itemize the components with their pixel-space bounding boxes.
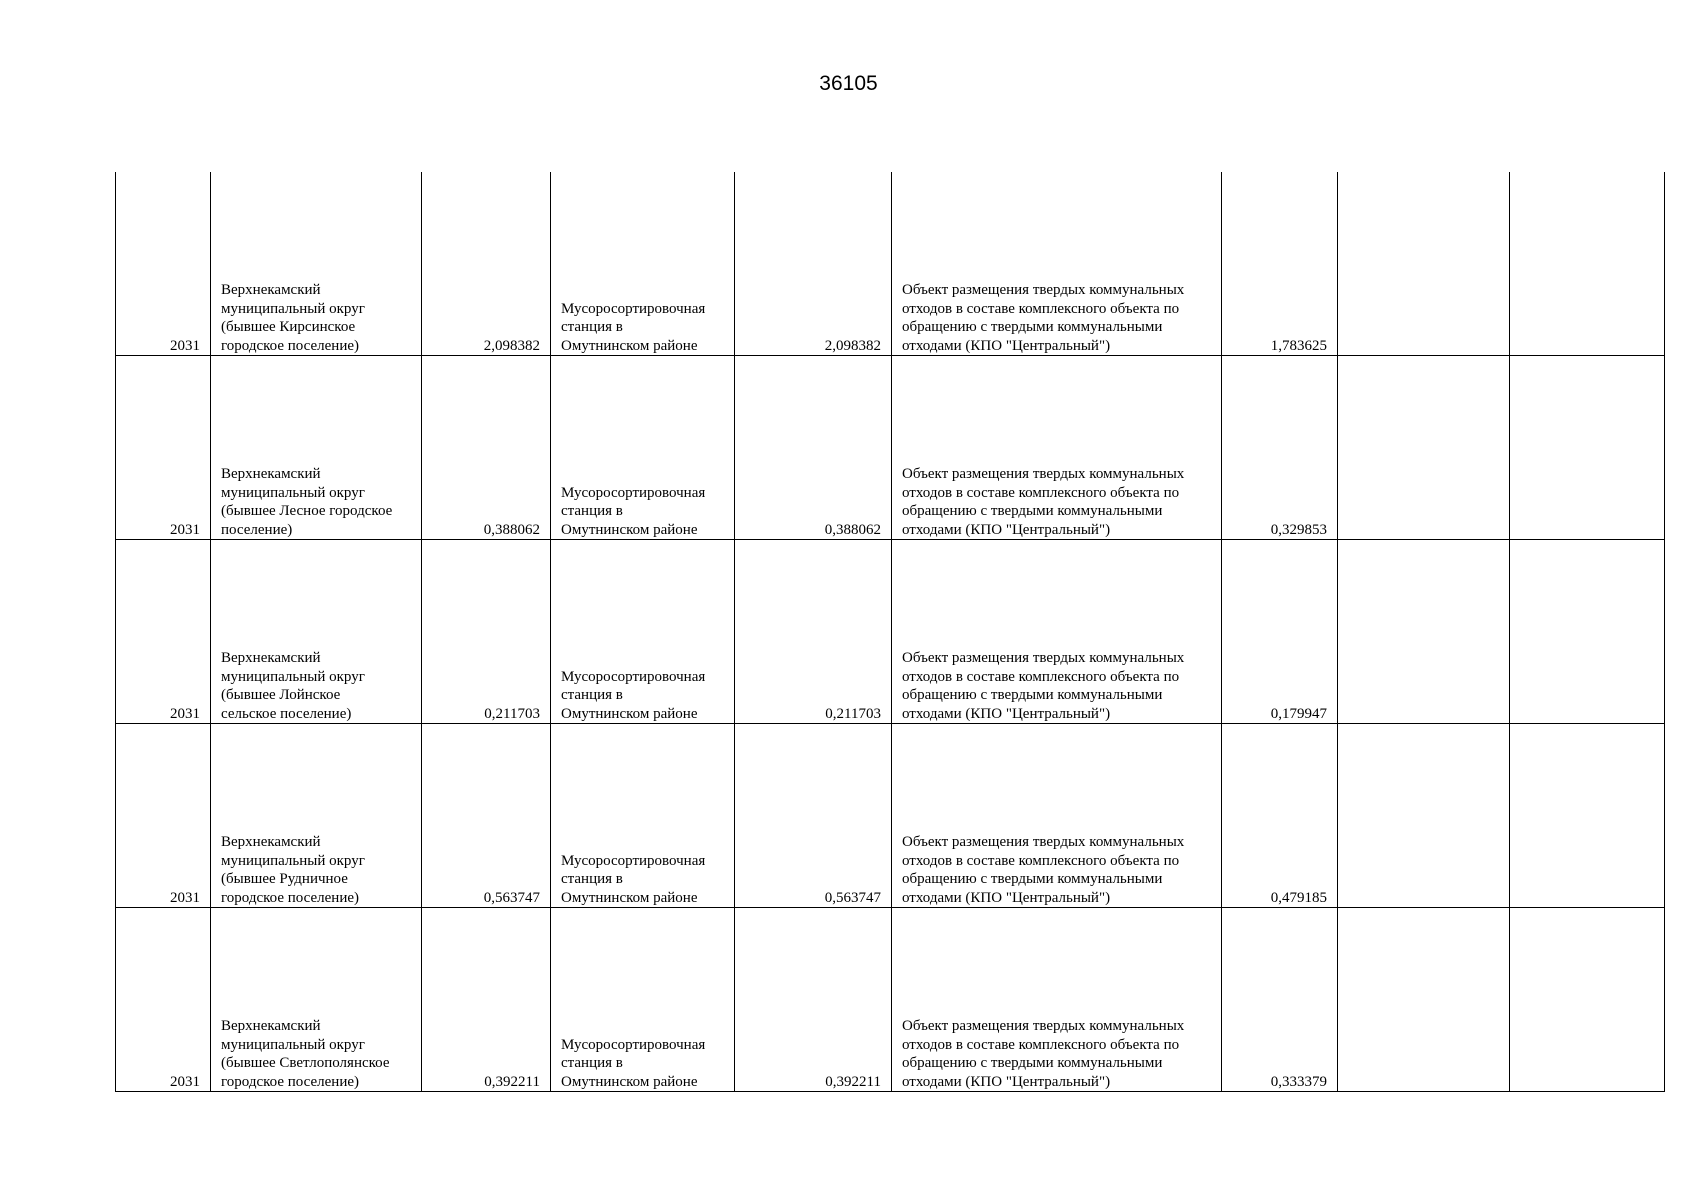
cell-empty-2 [1510, 908, 1665, 1092]
cell-volume-generated-text: 0,211703 [484, 705, 540, 722]
cell-disposal-facility [892, 172, 1222, 356]
cell-volume-generated-text: 2,098382 [483, 337, 540, 354]
cell-volume-generated [422, 172, 551, 356]
cell-year-text: 2031 [170, 705, 200, 722]
cell-volume-processed [735, 356, 892, 540]
cell-volume-processed [735, 540, 892, 724]
cell-volume-disposed [1222, 724, 1338, 908]
cell-municipality [211, 908, 422, 1092]
cell-volume-generated-text: 0,392211 [484, 1073, 540, 1090]
cell-year [116, 724, 211, 908]
cell-year [116, 356, 211, 540]
page-number: 36105 [819, 72, 878, 95]
cell-volume-processed-text: 0,211703 [825, 705, 881, 722]
cell-empty-2 [1510, 172, 1665, 356]
cell-empty-1 [1338, 356, 1510, 540]
cell-volume-disposed [1222, 356, 1338, 540]
cell-year-text: 2031 [170, 337, 200, 354]
cell-volume-processed-text: 2,098382 [824, 337, 881, 354]
cell-municipality-text: Верхнекамский муниципальный округ (бывшее Кирсинское городское поселение) [221, 282, 365, 354]
cell-empty-2 [1510, 540, 1665, 724]
cell-municipality [211, 172, 422, 356]
cell-volume-processed-text: 0,388062 [824, 521, 881, 538]
table-row [116, 724, 1665, 908]
cell-disposal-facility-text: Объект размещения твердых коммунальных отходов в составе комплексного объекта по обращению с твердыми коммунальными отходами (КПО "Центральный") [902, 834, 1185, 906]
cell-empty-2 [1510, 356, 1665, 540]
cell-municipality-text: Верхнекамский муниципальный округ (бывшее Лойнское сельское поселение) [221, 650, 365, 722]
cell-empty-2 [1510, 724, 1665, 908]
cell-volume-disposed [1222, 908, 1338, 1092]
cell-volume-generated [422, 908, 551, 1092]
table-container [115, 172, 1665, 1092]
cell-municipality-text: Верхнекамский муниципальный округ (бывшее Лесное городское поселение) [221, 466, 393, 538]
cell-processing-station [551, 724, 735, 908]
cell-empty-1 [1338, 908, 1510, 1092]
cell-disposal-facility [892, 356, 1222, 540]
cell-disposal-facility-text: Объект размещения твердых коммунальных отходов в составе комплексного объекта по обращению с твердыми коммунальными отходами (КПО "Центральный") [902, 650, 1185, 722]
cell-volume-disposed-text: 0,329853 [1270, 521, 1327, 538]
cell-volume-processed [735, 908, 892, 1092]
cell-volume-disposed [1222, 540, 1338, 724]
cell-volume-generated [422, 356, 551, 540]
table-row [116, 908, 1665, 1092]
cell-volume-generated [422, 540, 551, 724]
cell-processing-station [551, 540, 735, 724]
cell-disposal-facility-text: Объект размещения твердых коммунальных отходов в составе комплексного объекта по обращению с твердыми коммунальными отходами (КПО "Центральный") [902, 282, 1185, 354]
table-row [116, 172, 1665, 356]
cell-processing-station [551, 172, 735, 356]
cell-disposal-facility-text: Объект размещения твердых коммунальных отходов в составе комплексного объекта по обращению с твердыми коммунальными отходами (КПО "Центральный") [902, 1018, 1185, 1090]
cell-empty-1 [1338, 172, 1510, 356]
waste-flow-table [115, 172, 1665, 1092]
cell-processing-station-text: Мусоросортировочная станция в Омутнинском районе [561, 300, 706, 354]
cell-year-text: 2031 [170, 1073, 200, 1090]
cell-volume-generated-text: 0,563747 [483, 889, 540, 906]
table-body [116, 172, 1665, 1092]
cell-municipality [211, 540, 422, 724]
table-row [116, 540, 1665, 724]
cell-year [116, 540, 211, 724]
cell-year [116, 172, 211, 356]
cell-disposal-facility [892, 908, 1222, 1092]
cell-municipality-text: Верхнекамский муниципальный округ (бывшее Рудничное городское поселение) [221, 834, 365, 906]
cell-processing-station [551, 356, 735, 540]
cell-volume-generated-text: 0,388062 [483, 521, 540, 538]
cell-volume-disposed-text: 0,333379 [1270, 1073, 1327, 1090]
cell-municipality-text: Верхнекамский муниципальный округ (бывшее Светлополянское городское поселение) [221, 1018, 390, 1090]
cell-year [116, 908, 211, 1092]
cell-disposal-facility-text: Объект размещения твердых коммунальных отходов в составе комплексного объекта по обращению с твердыми коммунальными отходами (КПО "Центральный") [902, 466, 1185, 538]
cell-volume-processed [735, 724, 892, 908]
cell-empty-1 [1338, 724, 1510, 908]
cell-volume-disposed-text: 0,479185 [1270, 889, 1327, 906]
cell-volume-processed-text: 0,392211 [825, 1073, 881, 1090]
cell-volume-processed-text: 0,563747 [824, 889, 881, 906]
cell-volume-processed [735, 172, 892, 356]
cell-empty-1 [1338, 540, 1510, 724]
cell-volume-disposed-text: 1,783625 [1270, 337, 1327, 354]
cell-municipality [211, 356, 422, 540]
cell-disposal-facility [892, 724, 1222, 908]
cell-volume-disposed-text: 0,179947 [1270, 705, 1327, 722]
cell-year-text: 2031 [170, 889, 200, 906]
cell-processing-station-text: Мусоросортировочная станция в Омутнинском районе [561, 1036, 706, 1090]
cell-year-text: 2031 [170, 521, 200, 538]
cell-processing-station-text: Мусоросортировочная станция в Омутнинском районе [561, 852, 706, 906]
cell-processing-station-text: Мусоросортировочная станция в Омутнинском районе [561, 668, 706, 722]
cell-processing-station-text: Мусоросортировочная станция в Омутнинском районе [561, 484, 706, 538]
cell-volume-disposed [1222, 172, 1338, 356]
cell-volume-generated [422, 724, 551, 908]
table-row [116, 356, 1665, 540]
cell-processing-station [551, 908, 735, 1092]
cell-disposal-facility [892, 540, 1222, 724]
cell-municipality [211, 724, 422, 908]
